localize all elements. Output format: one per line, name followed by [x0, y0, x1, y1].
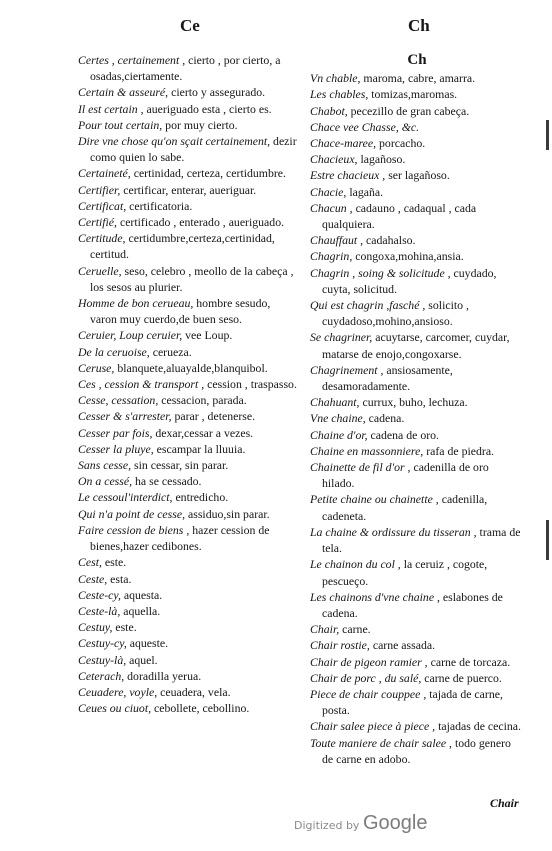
- entry-headword: Ceruelle,: [78, 263, 122, 278]
- right-entries: [310, 70, 524, 767]
- dictionary-entry: [78, 668, 300, 684]
- entry-headword: Chagrinement ,: [310, 362, 384, 377]
- dictionary-entry: [78, 133, 300, 165]
- entry-headword: Qui est chagrin ,fasché ,: [310, 298, 426, 313]
- entry-headword: Pour tout certain,: [78, 117, 163, 132]
- entry-headword: Les chainons d'vne chaine ,: [310, 589, 440, 604]
- entry-headword: Homme de bon cerueau,: [78, 296, 194, 311]
- entry-translation: blanquete,aluayalde,blanquibol.: [117, 360, 268, 375]
- dictionary-entry: [78, 619, 300, 635]
- entry-translation: acuytarse, carcomer, cuydar, matarse de enojo,congoxarse.: [322, 330, 510, 361]
- dictionary-entry: [78, 684, 300, 700]
- entry-headword: Ceste-là,: [78, 603, 121, 618]
- entry-translation: certificado , enterado , aueriguado.: [119, 215, 285, 230]
- dictionary-entry: [78, 230, 300, 262]
- dictionary-entry: [310, 86, 524, 102]
- entry-headword: Chace-maree,: [310, 136, 377, 151]
- dictionary-entry: [78, 571, 300, 587]
- entry-translation: tajadas de cecina.: [438, 719, 521, 734]
- entry-translation: hazer cession de bienes,hazer cedibones.: [90, 522, 270, 554]
- entry-headword: Cestuy-cy,: [78, 636, 127, 651]
- dictionary-entry: [310, 410, 524, 426]
- footer-prefix: Digitized by: [294, 819, 360, 832]
- entry-headword: Cesser la pluye,: [78, 441, 154, 456]
- entry-translation: cierto y assegurado.: [171, 85, 266, 100]
- dictionary-entry: [310, 589, 524, 621]
- right-column: [310, 52, 524, 767]
- entry-headword: De la ceruoise,: [78, 344, 150, 359]
- entry-headword: Chair de pigeon ramier ,: [310, 654, 428, 669]
- dictionary-entry: [310, 135, 524, 151]
- entry-translation: assiduo,sin parar.: [188, 506, 270, 521]
- dictionary-entry: [78, 165, 300, 181]
- entry-headword: Ceruse,: [78, 360, 115, 375]
- entry-headword: Cest,: [78, 555, 102, 570]
- dictionary-entry: [78, 117, 300, 133]
- entry-translation: aquella.: [123, 603, 161, 618]
- entry-headword: Chacieux,: [310, 152, 358, 167]
- entry-translation: porcacho.: [379, 136, 426, 151]
- dictionary-entry: [310, 670, 524, 686]
- entry-headword: Ceterach,: [78, 668, 125, 683]
- dictionary-entry: [78, 554, 300, 570]
- entry-headword: Chabot,: [310, 103, 348, 118]
- dictionary-entry: [310, 556, 524, 588]
- dictionary-entry: [78, 473, 300, 489]
- dictionary-entry: [310, 265, 524, 297]
- entry-headword: On a cessé,: [78, 474, 133, 489]
- entry-translation: cessacion, parada.: [161, 393, 247, 408]
- dictionary-entry: [310, 232, 524, 248]
- dictionary-entry: [310, 329, 524, 361]
- entry-headword: Ceuadere, voyle,: [78, 684, 158, 699]
- dictionary-entry: [78, 425, 300, 441]
- entry-translation: cadenilla de oro hilado.: [322, 460, 489, 491]
- entry-translation: cession , traspasso.: [207, 377, 297, 392]
- entry-headword: Dire vne chose qu'on sçait certainement,: [78, 134, 271, 149]
- dictionary-entry: [310, 686, 524, 718]
- entry-headword: Ceues ou ciuot,: [78, 701, 152, 716]
- entry-headword: Chacun ,: [310, 200, 353, 215]
- entry-headword: Ceste,: [78, 571, 108, 586]
- entry-translation: carne assada.: [372, 638, 436, 653]
- dictionary-entry: [78, 84, 300, 100]
- entry-headword: Chair salee piece à piece ,: [310, 719, 436, 734]
- dictionary-entry: [78, 198, 300, 214]
- entry-translation: trama de tela.: [322, 524, 521, 556]
- page-edge-mark: [546, 520, 549, 560]
- entry-translation: tajada de carne, posta.: [322, 686, 503, 718]
- entry-translation: sin cessar, sin parar.: [134, 458, 229, 473]
- entry-headword: Chagrin,: [310, 249, 353, 264]
- dictionary-entry: [78, 360, 300, 376]
- dictionary-entry: [78, 327, 300, 343]
- running-head-left: Ce: [180, 16, 200, 35]
- entry-translation: congoxa,mohina,ansia.: [355, 249, 464, 264]
- entry-translation: cadenilla, cadeneta.: [322, 492, 488, 523]
- entry-translation: cuydado, cuyta, solicitud.: [322, 265, 497, 296]
- entry-translation: aueriguado esta , cierto es.: [146, 101, 272, 116]
- entry-translation: esta.: [110, 571, 132, 586]
- entry-translation: certinidad, certeza, certidumbre.: [133, 166, 286, 181]
- section-head: Ch: [407, 52, 427, 68]
- entry-translation: escampar la lluuia.: [156, 441, 246, 456]
- digitized-footer: [294, 812, 427, 835]
- dictionary-entry: [310, 443, 524, 459]
- entry-translation: dezir como quien lo sabe.: [90, 134, 297, 165]
- dictionary-entry: [78, 295, 300, 327]
- dictionary-entry: [310, 621, 524, 637]
- entry-translation: doradilla yerua.: [127, 668, 202, 683]
- entry-translation: carne de puerco.: [424, 670, 502, 685]
- entry-headword: Chahuant,: [310, 395, 360, 410]
- entry-headword: Le cessoul'interdict,: [78, 490, 173, 505]
- entry-translation: la ceruiz , cogote, pescueço.: [322, 557, 488, 588]
- entry-translation: cadena de oro.: [370, 427, 439, 442]
- entry-headword: Chaine d'or,: [310, 427, 368, 442]
- entry-translation: aquesta.: [123, 587, 163, 602]
- dictionary-entry: [78, 522, 300, 554]
- entry-headword: Cesser par fois,: [78, 425, 153, 440]
- dictionary-entry: [78, 506, 300, 522]
- entry-headword: Qui n'a point de cesse,: [78, 506, 186, 521]
- entry-translation: cerueza.: [152, 344, 192, 359]
- dictionary-entry: [78, 652, 300, 668]
- entry-headword: Faire cession de biens ,: [78, 522, 190, 537]
- dictionary-entry: [310, 654, 524, 670]
- entry-headword: Chagrin , soing & solicitude ,: [310, 265, 451, 280]
- entry-translation: , cierto , por cierto, a osadas,ciertamente.: [90, 53, 281, 84]
- entry-headword: Chacie,: [310, 184, 347, 199]
- entry-headword: Toute maniere de chair salee ,: [310, 735, 452, 750]
- dictionary-entry: [78, 635, 300, 651]
- dictionary-entry: [78, 441, 300, 457]
- entry-translation: certidumbre,certeza,certinidad, certitud.: [90, 231, 275, 262]
- entry-headword: Chauffaut ,: [310, 233, 364, 248]
- entry-headword: Cesse, cessation,: [78, 393, 159, 408]
- dictionary-entry: [78, 392, 300, 408]
- dictionary-entry: [310, 103, 524, 119]
- dictionary-entry: [310, 151, 524, 167]
- entry-headword: Certifier,: [78, 182, 121, 197]
- entry-headword: Ceste-cy,: [78, 587, 121, 602]
- entry-headword: Ceruier, Loup ceruier,: [78, 328, 183, 343]
- google-logo-text: Google: [362, 812, 428, 834]
- entry-translation: hombre sesudo, varon muy cuerdo,de buen seso.: [90, 296, 271, 327]
- entry-translation: tomizas,maromas.: [371, 87, 458, 102]
- entry-translation: todo genero de carne en adobo.: [322, 735, 511, 766]
- entry-headword: Piece de chair couppee ,: [310, 686, 427, 701]
- dictionary-entry: [310, 200, 524, 232]
- dictionary-entry: [310, 735, 524, 767]
- entry-headword: Sans cesse,: [78, 458, 132, 473]
- entry-translation: pecezillo de gran cabeça.: [350, 103, 470, 118]
- entry-translation: aquel.: [129, 652, 158, 667]
- entry-headword: Vn chable,: [310, 71, 361, 86]
- entry-translation: rafa de piedra.: [426, 443, 495, 458]
- entry-headword: Certain & asseuré,: [78, 85, 169, 100]
- dictionary-entry: [78, 214, 300, 230]
- entry-translation: este.: [104, 555, 127, 570]
- entry-translation: ceuadera, vela.: [160, 684, 231, 699]
- entry-headword: Certaineté,: [78, 166, 131, 181]
- entry-translation: currux, buho, lechuza.: [362, 395, 468, 410]
- entry-headword: Petite chaine ou chainette ,: [310, 492, 439, 507]
- entry-translation: carne de torcaza.: [430, 654, 511, 669]
- dictionary-entry: [310, 297, 524, 329]
- dictionary-entry: [310, 491, 524, 523]
- entry-translation: maroma, cabre, amarra.: [363, 71, 476, 86]
- entry-translation: por muy cierto.: [165, 117, 238, 132]
- entry-headword: Cestuy-là,: [78, 652, 127, 667]
- entry-translation: ansiosamente, desamoradamente.: [322, 362, 453, 394]
- entry-translation: parar , detenerse.: [174, 409, 256, 424]
- entry-translation: lagaña.: [349, 184, 384, 199]
- entry-headword: Chair,: [310, 622, 340, 637]
- dictionary-entry: [310, 167, 524, 183]
- dictionary-entry: [310, 718, 524, 734]
- dictionary-entry: [310, 459, 524, 491]
- page-edge-mark: [546, 120, 549, 150]
- entry-headword: Certitude,: [78, 231, 126, 246]
- entry-translation: ha se cessado.: [135, 474, 202, 489]
- entry-headword: Chair de porc , du salé,: [310, 670, 422, 685]
- entry-headword: Cesser & s'arrester,: [78, 409, 172, 424]
- entry-translation: aqueste.: [129, 636, 169, 651]
- entry-translation: seso, celebro , meollo de la cabeça , los sesos au plurier.: [90, 263, 294, 294]
- left-column: [78, 52, 300, 716]
- running-head-right: Ch: [408, 16, 430, 35]
- entry-headword: Se chagriner,: [310, 330, 373, 345]
- dictionary-entry: [78, 489, 300, 505]
- entry-headword: Le chainon du col ,: [310, 557, 401, 572]
- entry-translation: cadena.: [368, 411, 405, 426]
- entry-translation: vee Loup.: [185, 328, 233, 343]
- entry-translation: cadahalso.: [366, 233, 416, 248]
- catchword: Chair: [490, 796, 519, 810]
- entry-headword: La chaine & ordissure du tisseran ,: [310, 524, 477, 539]
- entry-translation: cebollete, cebollino.: [154, 701, 250, 716]
- dictionary-entry: [310, 637, 524, 653]
- dictionary-entry: [78, 457, 300, 473]
- dictionary-entry: [310, 362, 524, 394]
- dictionary-entry: [78, 376, 300, 392]
- dictionary-entry: [310, 70, 524, 86]
- dictionary-entry: [78, 408, 300, 424]
- dictionary-entry: [310, 119, 524, 135]
- dictionary-entry: [78, 182, 300, 198]
- dictionary-entry: [78, 603, 300, 619]
- entry-headword: Chaine en massonniere,: [310, 443, 424, 458]
- entry-headword: Estre chacieux ,: [310, 168, 386, 183]
- entry-translation: solicito , cuydadoso,mohino,ansioso.: [322, 298, 469, 329]
- entry-headword: Certes , certainement: [78, 53, 180, 67]
- entry-headword: Vne chaine,: [310, 411, 366, 426]
- entry-headword: Chace vee Chasse, &c.: [310, 119, 420, 134]
- dictionary-entry: [78, 344, 300, 360]
- entry-translation: lagañoso.: [360, 152, 406, 167]
- dictionary-entry: [78, 263, 300, 295]
- entry-headword: Certifié,: [78, 215, 117, 230]
- entry-translation: carne.: [342, 622, 371, 637]
- dictionary-entry: [78, 101, 300, 117]
- entry-headword: Chair rostie,: [310, 638, 370, 653]
- dictionary-entry: [78, 587, 300, 603]
- entry-translation: dexar,cessar a vezes.: [155, 425, 254, 440]
- dictionary-entry: [310, 248, 524, 264]
- entry-headword: Chainette de fil d'or ,: [310, 460, 411, 475]
- entry-headword: Il est certain ,: [78, 101, 144, 116]
- entry-translation: cadauno , cadaqual , cada qualquiera.: [322, 200, 477, 232]
- entry-translation: entredicho.: [175, 490, 229, 505]
- entry-translation: certificar, enterar, aueriguar.: [123, 182, 257, 197]
- entry-translation: ser lagañoso.: [388, 168, 450, 183]
- entry-translation: este.: [115, 620, 137, 635]
- dictionary-entry: [310, 184, 524, 200]
- dictionary-entry: [78, 700, 300, 716]
- dictionary-entry: [310, 524, 524, 556]
- entry-translation: eslabones de cadena.: [322, 589, 503, 620]
- entry-headword: Cestuy,: [78, 620, 113, 635]
- entry-headword: Certificat,: [78, 198, 127, 213]
- dictionary-entry: [78, 52, 300, 84]
- dictionary-entry: [310, 427, 524, 443]
- entry-translation: certificatoria.: [129, 198, 193, 213]
- dictionary-entry: [310, 394, 524, 410]
- entry-headword: Les chables,: [310, 87, 369, 102]
- entry-headword: Ces , cession & transport ,: [78, 377, 205, 392]
